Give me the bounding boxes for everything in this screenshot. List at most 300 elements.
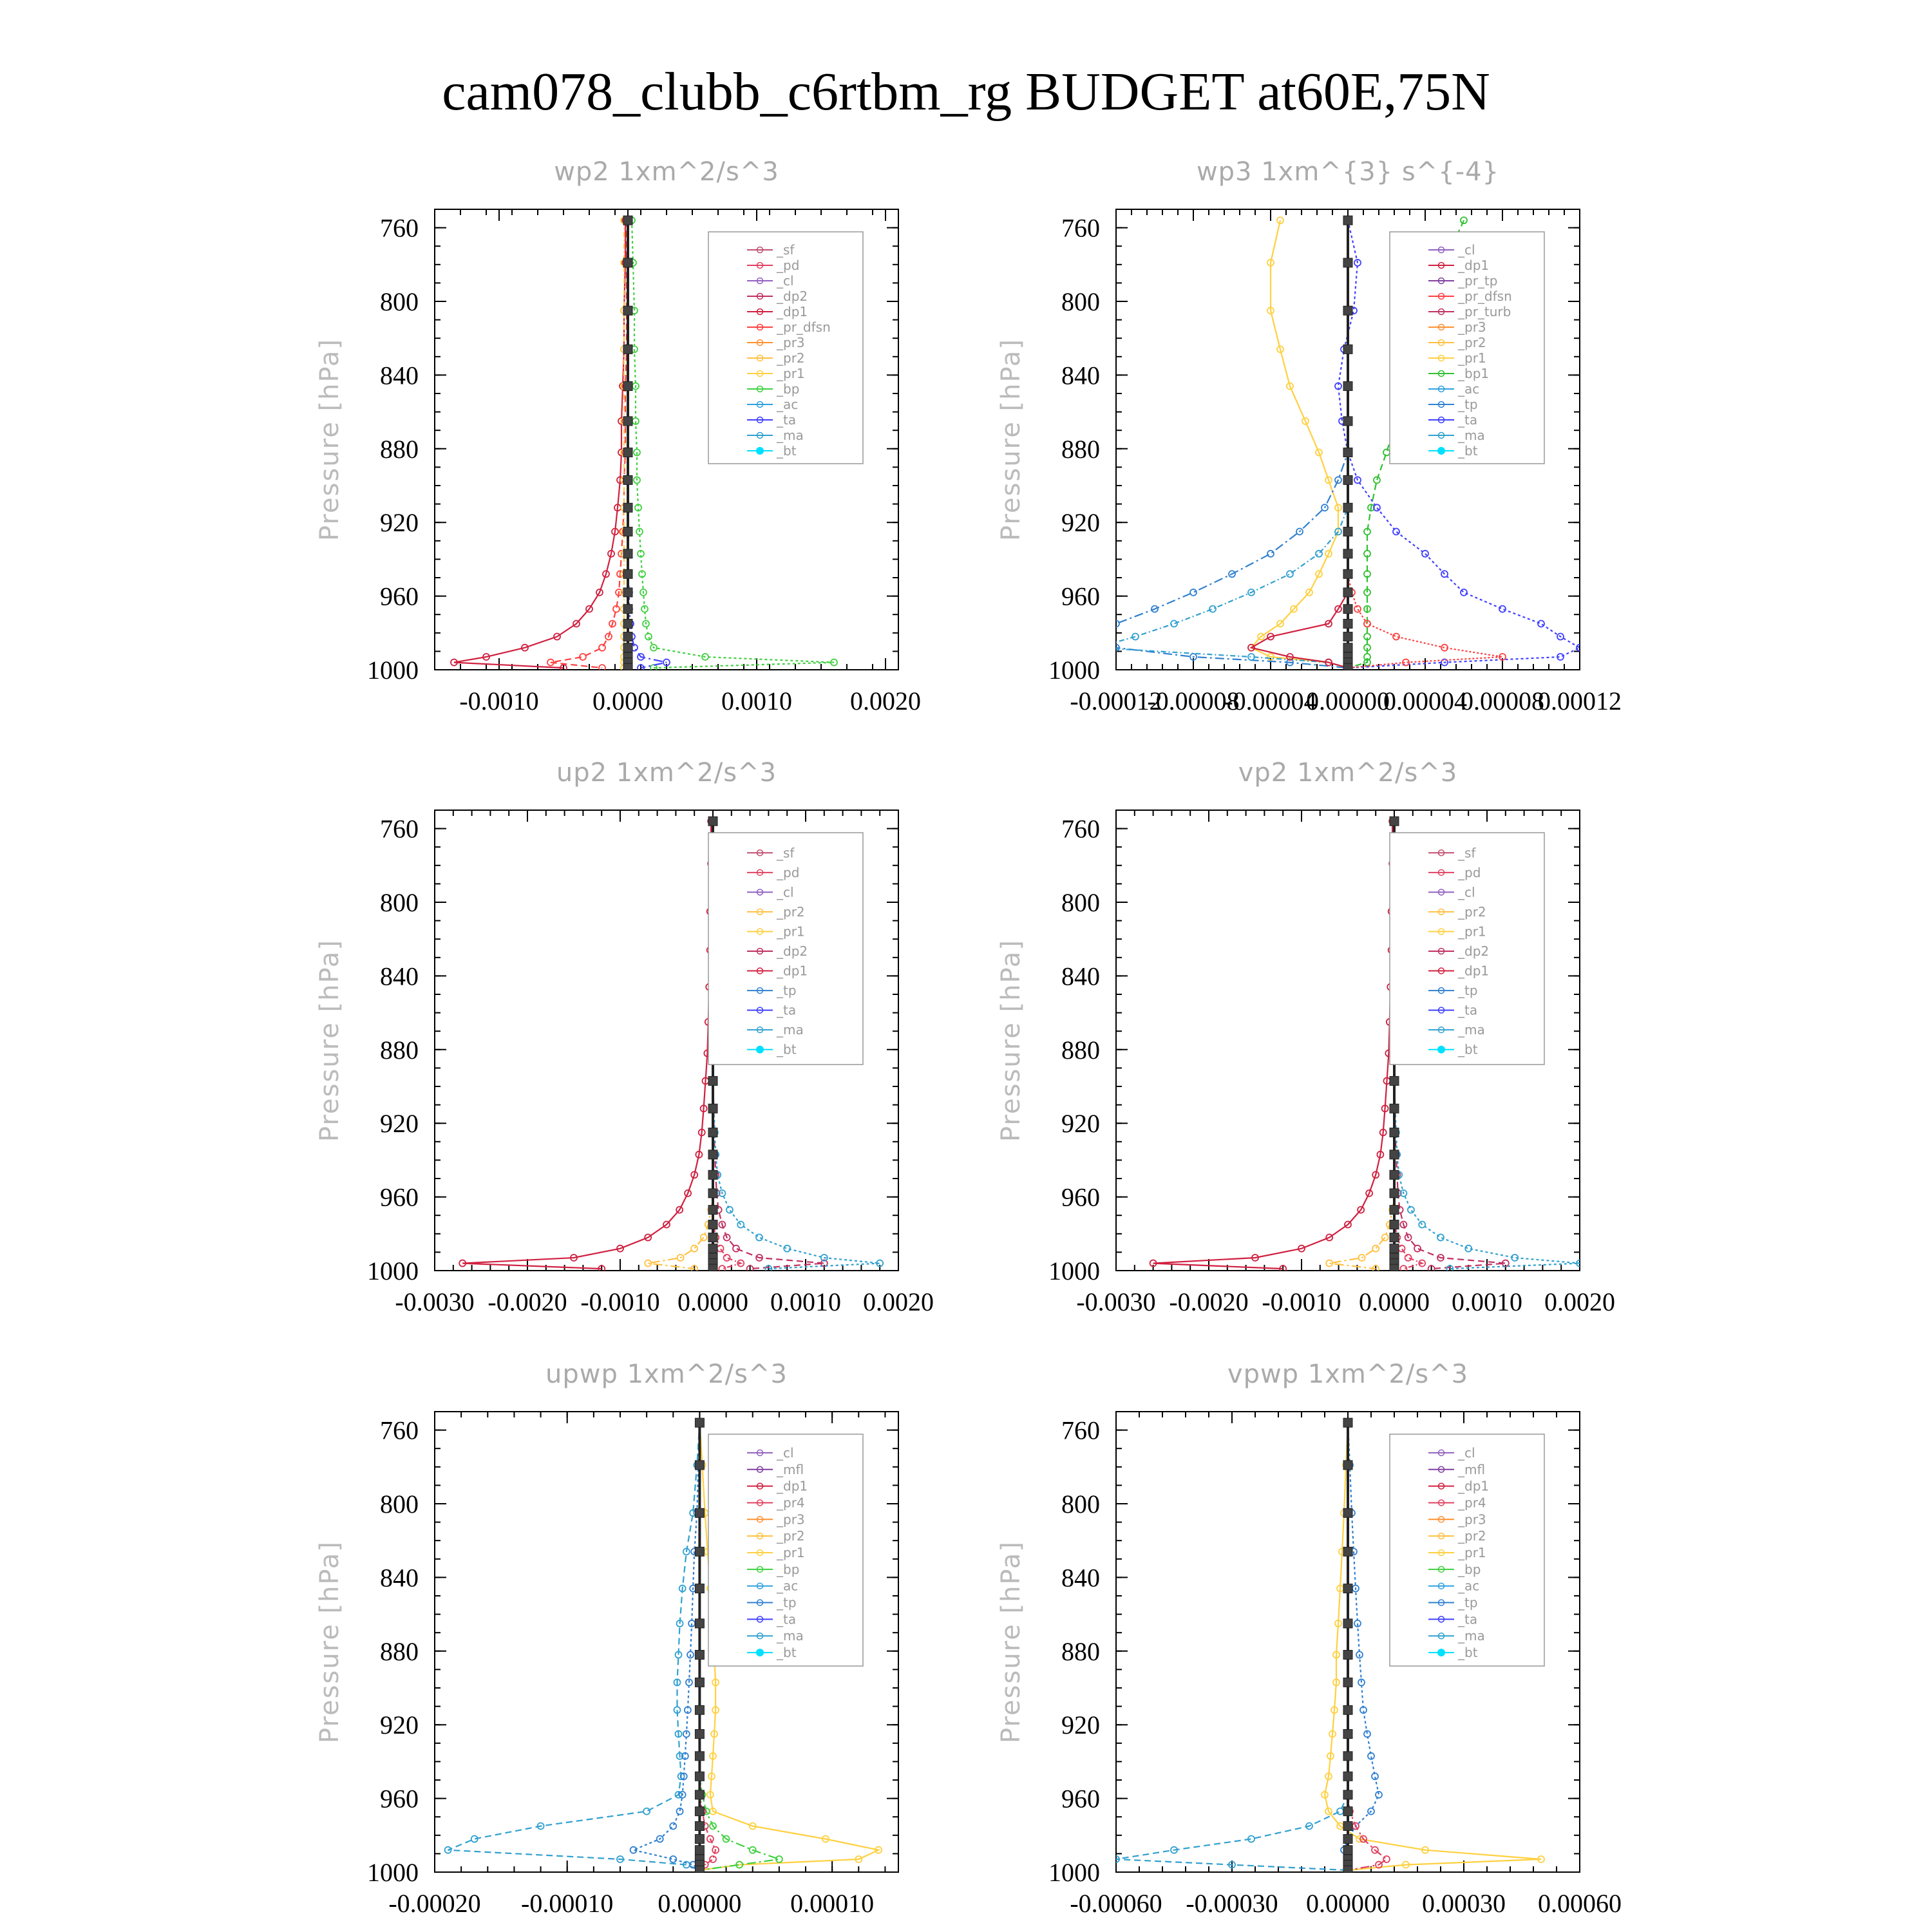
- legend-label: _cl: [1458, 242, 1475, 258]
- data-point: [623, 345, 632, 354]
- data-point: [708, 1189, 717, 1198]
- data-point: [1343, 216, 1352, 225]
- data-point: [623, 620, 632, 629]
- data-point: [1343, 503, 1352, 512]
- series-line-dp1: [1251, 220, 1348, 668]
- data-point: [623, 643, 632, 652]
- y-tick-label: 920: [1061, 508, 1100, 538]
- x-tick-label: 0.0020: [863, 1287, 934, 1316]
- legend-label: _ac: [777, 1578, 799, 1594]
- data-point: [1390, 1128, 1399, 1137]
- data-point: [1383, 1856, 1390, 1862]
- y-tick-label: 760: [380, 1416, 419, 1445]
- data-point: [724, 1255, 730, 1261]
- data-point: [1209, 606, 1216, 612]
- data-point: [1343, 1822, 1352, 1831]
- data-point: [1343, 1705, 1352, 1714]
- data-point: [1405, 1255, 1412, 1261]
- legend-marker: [756, 1649, 764, 1656]
- data-point: [623, 663, 632, 672]
- data-point: [1343, 1651, 1352, 1660]
- x-tick-label: 0.0010: [721, 687, 792, 715]
- panels: [315, 157, 1622, 1918]
- y-tick-label: 840: [1061, 361, 1100, 390]
- data-point: [623, 417, 632, 426]
- x-tick-label: 0.00000: [658, 1889, 742, 1918]
- series-line-dp1: [462, 821, 711, 1269]
- data-point: [695, 1705, 704, 1714]
- legend-label: _pr_dfsn: [1458, 289, 1512, 304]
- data-point: [1390, 1244, 1399, 1253]
- data-point: [1343, 306, 1352, 315]
- series-line-pr2: [1329, 821, 1394, 1269]
- legend-label: _pr2: [777, 350, 805, 366]
- legend-label: _ta: [1458, 1002, 1478, 1018]
- y-tick-label: 760: [1061, 1416, 1100, 1445]
- data-point: [708, 1244, 717, 1253]
- y-tick-label: 800: [380, 888, 419, 917]
- data-point: [1390, 1150, 1399, 1159]
- data-point: [1390, 1264, 1399, 1273]
- data-point: [623, 306, 632, 315]
- data-point: [1343, 588, 1352, 597]
- data-point: [695, 1807, 704, 1816]
- series-line-ma: [448, 1423, 700, 1870]
- y-axis-label: Pressure [hPa]: [315, 338, 345, 541]
- legend-label: _bt: [777, 1645, 797, 1661]
- x-tick-label: -0.0020: [488, 1287, 567, 1316]
- data-point: [623, 527, 632, 536]
- data-point: [1343, 1461, 1352, 1470]
- data-point: [695, 1730, 704, 1739]
- y-tick-label: 960: [380, 1784, 419, 1814]
- legend-label: _pr1: [1458, 350, 1486, 366]
- data-point: [691, 1245, 697, 1252]
- y-axis-label: Pressure [hPa]: [996, 1540, 1026, 1743]
- data-point: [1343, 527, 1352, 536]
- data-point: [1094, 634, 1100, 640]
- data-point: [623, 475, 632, 484]
- data-point: [1190, 589, 1197, 596]
- data-point: [708, 1104, 717, 1113]
- data-point: [708, 1128, 717, 1137]
- data-point: [1408, 1207, 1414, 1213]
- legend-label: _pr2: [777, 904, 805, 920]
- series-line-pr4: [1348, 1423, 1387, 1870]
- legend-label: _bp: [777, 381, 800, 397]
- x-tick-label: -0.00030: [1186, 1889, 1278, 1918]
- legend-label: _pd: [777, 864, 800, 880]
- x-tick-label: -0.00020: [388, 1889, 481, 1918]
- legend-label: _cl: [1458, 884, 1475, 900]
- legend-label: _dp1: [777, 963, 808, 979]
- x-tick-label: -0.0030: [1076, 1287, 1156, 1316]
- legend: [1390, 833, 1544, 1065]
- y-tick-label: 800: [1061, 888, 1100, 917]
- data-point: [1343, 1584, 1352, 1593]
- panel-5: [315, 1359, 898, 1918]
- legend-label: _pr1: [1458, 923, 1486, 940]
- data-point: [623, 549, 632, 558]
- data-point: [1343, 417, 1352, 426]
- x-tick-label: 0.0010: [1452, 1287, 1522, 1316]
- data-point: [1343, 1678, 1352, 1687]
- data-point: [695, 1584, 704, 1593]
- legend-label: _ta: [777, 1002, 797, 1018]
- data-point: [1461, 217, 1467, 223]
- y-tick-label: 920: [380, 1710, 419, 1740]
- data-point: [695, 1508, 704, 1517]
- data-point: [1287, 571, 1293, 577]
- legend-label: _ac: [1458, 1578, 1480, 1594]
- series-line-dp1: [1153, 821, 1393, 1269]
- legend-label: _pr1: [1458, 1545, 1486, 1560]
- data-point: [1343, 1790, 1352, 1799]
- data-point: [1390, 1170, 1399, 1179]
- legend-label: _cl: [1458, 1444, 1475, 1461]
- x-tick-label: 0.00004: [1383, 687, 1467, 715]
- data-point: [708, 817, 717, 826]
- data-point: [623, 448, 632, 457]
- series-line-tp: [1097, 220, 1348, 668]
- legend-label: _tp: [1458, 397, 1478, 412]
- data-point: [1393, 529, 1399, 535]
- data-point: [1343, 1547, 1352, 1556]
- legend: [708, 833, 863, 1065]
- x-tick-label: 0.0000: [592, 687, 663, 715]
- legend-label: _mfl: [777, 1461, 804, 1477]
- y-tick-label: 1000: [367, 1858, 419, 1887]
- data-point: [1094, 645, 1100, 651]
- data-point: [1267, 551, 1274, 557]
- x-tick-label: -0.00004: [1224, 687, 1317, 715]
- legend: [1390, 1434, 1544, 1666]
- legend-label: _ta: [1458, 412, 1478, 428]
- x-tick-label: 0.0020: [850, 687, 921, 715]
- data-point: [1343, 448, 1352, 457]
- data-point: [623, 569, 632, 578]
- data-point: [1171, 621, 1177, 627]
- x-tick-label: 0.00010: [790, 1889, 875, 1918]
- x-tick-label: -0.0010: [1262, 1287, 1341, 1316]
- data-point: [1374, 477, 1380, 483]
- y-tick-label: 880: [380, 1035, 419, 1065]
- legend-label: _pd: [1458, 864, 1481, 880]
- legend-label: _dp2: [777, 943, 808, 959]
- legend-label: _pr1: [777, 1545, 805, 1560]
- data-point: [1390, 817, 1399, 826]
- legend-label: _cl: [777, 273, 794, 289]
- y-tick-label: 760: [380, 213, 419, 243]
- y-tick-label: 760: [1061, 814, 1100, 844]
- data-point: [1437, 1235, 1444, 1241]
- legend: [708, 1434, 863, 1666]
- y-tick-label: 960: [1061, 1182, 1100, 1212]
- data-point: [1538, 621, 1544, 627]
- legend-label: _pr_turb: [1458, 304, 1511, 319]
- x-tick-label: -0.0010: [459, 687, 539, 715]
- data-point: [643, 1808, 650, 1815]
- y-tick-label: 1000: [367, 656, 419, 685]
- data-point: [1390, 1076, 1399, 1085]
- legend-label: _tp: [1458, 983, 1478, 999]
- data-point: [1372, 1245, 1379, 1252]
- y-tick-label: 920: [380, 508, 419, 538]
- legend-label: _tp: [1458, 1595, 1478, 1611]
- legend-label: _tp: [777, 1595, 797, 1611]
- x-tick-label: 0.0000: [1359, 1287, 1430, 1316]
- data-point: [695, 1835, 704, 1844]
- legend-label: _ta: [1458, 1611, 1478, 1627]
- data-point: [756, 1235, 762, 1241]
- data-point: [695, 1547, 704, 1556]
- y-tick-label: 1000: [1048, 1858, 1100, 1887]
- data-point: [708, 1264, 717, 1273]
- legend-label: _pr_tp: [1458, 273, 1498, 289]
- data-point: [1343, 1619, 1352, 1628]
- data-point: [670, 1823, 676, 1830]
- legend: [1390, 232, 1544, 464]
- y-tick-label: 880: [380, 1636, 419, 1666]
- x-tick-label: -0.00008: [1147, 687, 1240, 715]
- data-point: [623, 216, 632, 225]
- data-point: [1390, 1220, 1399, 1229]
- data-point: [1316, 551, 1322, 557]
- data-point: [1354, 606, 1361, 612]
- panel-3: [315, 758, 934, 1316]
- data-point: [695, 1418, 704, 1427]
- legend-label: _bp1: [1458, 366, 1490, 381]
- y-tick-label: 760: [380, 814, 419, 844]
- data-point: [708, 1170, 717, 1179]
- series-line-tp: [634, 1423, 700, 1870]
- data-point: [708, 1220, 717, 1229]
- legend-label: _pr1: [777, 366, 805, 381]
- data-point: [1343, 569, 1352, 578]
- data-point: [1343, 1866, 1352, 1875]
- panel-title: upwp 1xm^2/s^3: [545, 1359, 788, 1389]
- legend-label: _dp1: [1458, 258, 1490, 273]
- legend-label: _dp1: [1458, 1478, 1490, 1494]
- legend-label: _pr3: [777, 1511, 805, 1528]
- panel-title: wp2 1xm^2/s^3: [554, 157, 779, 187]
- data-point: [695, 1846, 704, 1855]
- data-point: [1343, 475, 1352, 484]
- y-axis-label: Pressure [hPa]: [996, 939, 1026, 1142]
- y-tick-label: 800: [380, 1490, 419, 1519]
- data-point: [1343, 382, 1352, 391]
- legend-marker: [1437, 1046, 1445, 1054]
- data-point: [1343, 345, 1352, 354]
- y-tick-label: 1000: [1048, 656, 1100, 685]
- legend-label: _ma: [1458, 1628, 1485, 1644]
- legend-label: _bp: [1458, 1561, 1481, 1577]
- y-tick-label: 920: [380, 1109, 419, 1139]
- legend-label: _ma: [777, 428, 804, 443]
- data-point: [695, 1772, 704, 1781]
- data-point: [695, 1822, 704, 1831]
- y-tick-label: 880: [380, 434, 419, 464]
- data-point: [623, 605, 632, 614]
- legend-label: _pr2: [1458, 1528, 1486, 1544]
- legend-label: _pr3: [1458, 319, 1486, 335]
- x-tick-label: -0.00012: [1070, 687, 1162, 715]
- data-point: [1390, 1189, 1399, 1198]
- legend-label: _pr2: [777, 1528, 805, 1544]
- data-point: [1343, 1730, 1352, 1739]
- x-tick-label: 0.00000: [1306, 1889, 1390, 1918]
- legend-label: _pr3: [777, 335, 805, 350]
- data-point: [733, 1245, 739, 1252]
- data-point: [1343, 258, 1352, 267]
- legend-marker: [756, 1046, 764, 1054]
- y-tick-label: 920: [1061, 1710, 1100, 1740]
- data-point: [695, 1678, 704, 1687]
- data-point: [1390, 1206, 1399, 1215]
- panel-1: [315, 157, 921, 715]
- data-point: [695, 1651, 704, 1660]
- legend-label: _ta: [777, 1611, 797, 1627]
- legend-label: _dp1: [777, 1478, 808, 1494]
- y-tick-label: 840: [1061, 1563, 1100, 1593]
- y-tick-label: 960: [380, 1182, 419, 1212]
- series-line-ma: [1097, 220, 1348, 668]
- x-tick-label: 0.00008: [1461, 687, 1544, 715]
- legend-label: _bt: [1458, 1645, 1478, 1661]
- data-point: [1343, 605, 1352, 614]
- x-tick-label: 0.00012: [1538, 687, 1622, 715]
- legend-label: _pr2: [1458, 335, 1486, 350]
- legend-label: _ma: [1458, 1022, 1485, 1038]
- series-line-ma: [1116, 1423, 1348, 1870]
- legend-label: _pr4: [1458, 1495, 1486, 1511]
- y-tick-label: 1000: [1048, 1256, 1100, 1285]
- panel-title: vp2 1xm^2/s^3: [1238, 758, 1458, 788]
- legend-label: _pr2: [1458, 904, 1486, 920]
- data-point: [708, 1206, 717, 1215]
- data-point: [623, 382, 632, 391]
- series-line-pr2: [648, 821, 713, 1269]
- data-point: [1343, 1846, 1352, 1855]
- legend-label: _ac: [1458, 381, 1480, 397]
- data-point: [1390, 1233, 1399, 1242]
- y-tick-label: 800: [380, 287, 419, 316]
- panel-title: vpwp 1xm^2/s^3: [1227, 1359, 1469, 1389]
- legend: [708, 232, 863, 464]
- data-point: [695, 1866, 704, 1875]
- data-point: [645, 1260, 651, 1267]
- panel-4: [996, 758, 1615, 1316]
- data-point: [1337, 1808, 1343, 1815]
- data-point: [623, 588, 632, 597]
- data-point: [708, 1076, 717, 1085]
- legend-label: _ma: [777, 1628, 804, 1644]
- legend-label: _ma: [1458, 428, 1485, 443]
- legend-label: _sf: [1458, 845, 1476, 861]
- legend-label: _bt: [1458, 443, 1478, 459]
- legend-label: _pr1: [777, 923, 805, 940]
- legend-label: _dp2: [1458, 943, 1490, 959]
- data-point: [708, 1150, 717, 1159]
- legend-label: _ta: [777, 412, 797, 428]
- x-tick-label: -0.0010: [580, 1287, 660, 1316]
- y-tick-label: 840: [380, 361, 419, 390]
- data-point: [623, 258, 632, 267]
- legend-label: _pr_dfsn: [777, 319, 831, 335]
- data-point: [1343, 620, 1352, 629]
- panel-2: [996, 157, 1622, 715]
- data-point: [717, 1245, 724, 1252]
- y-tick-label: 1000: [367, 1256, 419, 1285]
- data-point: [623, 632, 632, 641]
- data-point: [1343, 663, 1352, 672]
- y-tick-label: 960: [1061, 1784, 1100, 1814]
- legend-label: _bt: [777, 1041, 797, 1057]
- legend-label: _pd: [777, 258, 800, 273]
- data-point: [1343, 1772, 1352, 1781]
- legend-label: _pr4: [777, 1495, 805, 1511]
- legend-label: _dp1: [777, 304, 808, 319]
- legend-label: _cl: [777, 1444, 794, 1461]
- y-tick-label: 880: [1061, 1035, 1100, 1065]
- x-tick-label: 0.0000: [677, 1287, 748, 1316]
- legend-label: _cl: [777, 884, 794, 900]
- y-axis-label: Pressure [hPa]: [315, 939, 345, 1142]
- legend-label: _mfl: [1458, 1461, 1486, 1477]
- y-tick-label: 880: [1061, 1636, 1100, 1666]
- panel-title: up2 1xm^2/s^3: [556, 758, 777, 788]
- data-point: [599, 645, 605, 651]
- y-tick-label: 880: [1061, 434, 1100, 464]
- legend-marker: [1437, 1649, 1445, 1656]
- legend-label: _bt: [1458, 1041, 1478, 1057]
- y-tick-label: 840: [380, 1563, 419, 1593]
- data-point: [1343, 1835, 1352, 1844]
- y-axis-label: Pressure [hPa]: [996, 338, 1026, 541]
- data-point: [1414, 1245, 1421, 1252]
- y-tick-label: 800: [1061, 287, 1100, 316]
- data-point: [708, 1233, 717, 1242]
- legend-label: _ac: [777, 397, 799, 412]
- panel-title: wp3 1xm^{3} s^{-4}: [1196, 157, 1500, 187]
- legend-label: _tp: [777, 983, 797, 999]
- data-point: [1343, 549, 1352, 558]
- y-tick-label: 840: [1061, 961, 1100, 991]
- data-point: [1390, 1104, 1399, 1113]
- y-tick-label: 840: [380, 961, 419, 991]
- data-point: [1343, 643, 1352, 652]
- data-point: [1343, 1752, 1352, 1761]
- legend-marker: [1437, 447, 1445, 455]
- y-tick-label: 920: [1061, 1109, 1100, 1139]
- legend-label: _bt: [777, 443, 797, 459]
- legend-marker: [756, 447, 764, 455]
- y-tick-label: 760: [1061, 213, 1100, 243]
- x-tick-label: 0.00060: [1538, 1889, 1622, 1918]
- y-axis-label: Pressure [hPa]: [315, 1540, 345, 1743]
- x-tick-label: -0.00010: [521, 1889, 614, 1918]
- data-point: [1399, 1245, 1405, 1252]
- legend-label: _sf: [777, 242, 795, 258]
- x-tick-label: -0.0020: [1169, 1287, 1249, 1316]
- data-point: [1343, 632, 1352, 641]
- x-tick-label: -0.0030: [395, 1287, 475, 1316]
- data-point: [1499, 606, 1506, 612]
- y-tick-label: 960: [1061, 582, 1100, 611]
- data-point: [1343, 1807, 1352, 1816]
- legend-label: _pr3: [1458, 1511, 1486, 1528]
- data-point: [1461, 589, 1467, 596]
